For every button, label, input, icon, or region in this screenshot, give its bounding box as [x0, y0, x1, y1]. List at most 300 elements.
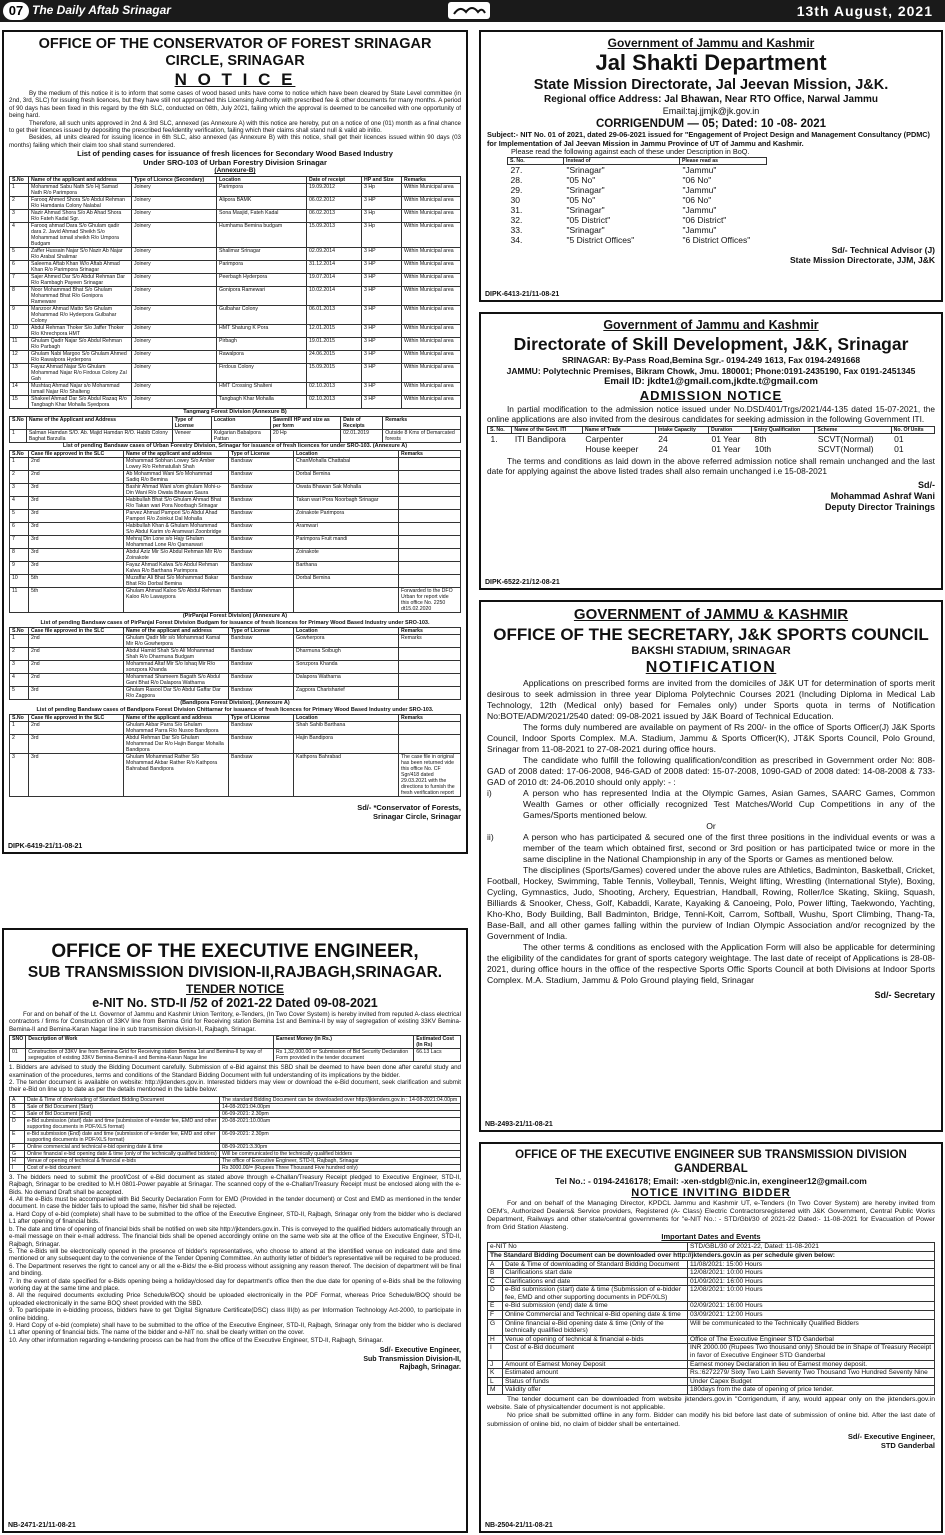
forest-t3-row: [10, 523, 461, 536]
forest-t3-row-cell: 3rd: [29, 523, 124, 536]
rajbagh-note-2: 2. The tender document is available on website: http://jktenders.gov.in. Interested bidders may view or download the e-Bid document, seek clarification and submit their e-Bid on line up to date as per the details mentioned in the table below:: [9, 1079, 461, 1094]
masthead-logo: [448, 2, 490, 19]
forest-t2-cell: Outside 8 Kms of Demarcated forests: [383, 430, 461, 443]
skill-col-header: No. Of Units: [891, 426, 934, 433]
forest-t1-row-cell: Joinery: [132, 184, 217, 197]
forest-t1-row-cell: Noor Mohammad Bhat S/o Ghulam Mohammad Bhat R/o Gonipora Rameware: [29, 287, 132, 306]
forest-t1-row-cell: 06.02.2012: [307, 197, 362, 210]
rajbagh-term: 9. Hard Copy of e-bid (complete) shall have to be submitted to the office of the Executive Engineer, STD-II, Rajbagh, Srinagar only from the bidder who is declared L1 after opening of financial bids. The name of the bidder and e-NIT no. shall be clearly written on the cover.: [9, 1321, 461, 1337]
rajbagh-work-cell: 66.13 Lacs: [414, 1049, 461, 1062]
forest-t1-row-cell: 3 HP: [362, 338, 402, 351]
forest-t1-row: [10, 306, 461, 325]
rajbagh-term: 6. The Department reserves the right to cancel any or all the e-Bids/ the e-Bid process without assigning any reason thereof. The decision of department will be final and binding.: [9, 1262, 461, 1278]
forest-t3-row-cell: 7: [10, 536, 29, 549]
forest-t1-row-cell: Joinery: [132, 197, 217, 210]
forest-t3-row-cell: 2: [10, 471, 29, 484]
ganderbal-row-cell: Status of funds: [503, 1377, 688, 1386]
forest-t3-row-cell: Bandsaw: [229, 458, 294, 471]
forest-t1-row-cell: Firdous Colony: [217, 364, 307, 383]
rajbagh-work-header: Earnest Money (in Rs.): [274, 1036, 414, 1049]
skill-row-cell: 01 Year: [711, 443, 741, 454]
forest-notice: [2, 30, 468, 854]
rajbagh-schedule-row: [10, 1096, 461, 1103]
forest-t-header: S.No: [10, 628, 29, 635]
forest-t3-row-cell: 2nd: [29, 458, 124, 471]
forest-table-4: [9, 627, 461, 700]
ganderbal-row: [488, 1319, 935, 1335]
sports-para-4: The disciplines (Sports/Games) covered under the above rules are Athletics, Badminton, Basketball, Cricket, Football, Hockey, Swimming, Table Tennis, Volleyball, Tennis, Weight lifting, Wrestling (International Style), Boxing, Cycling, Gymnastics, Judo, Shooting, Archery, Equestrian, Handball, Rowing, Roller/Ice Skating, Skiing, Squash, Billiards & Snooker, Chess, Golf, Kabaddi, Karate, Kayaking & Canoeing, Polo, Power lifting, Taekwondo, Yachting, Kho-Kho, Body Building, Ball Badminton, Bridge, Tenni-Koit, Carrom, Softball, Wushu, Sport Climbing, Thang-Ta, Base-Ball, and all other games falling within the purview of Indian Olympic Association and/or recognized by the Government of India.: [487, 865, 935, 941]
forest-t5-row: [10, 754, 461, 797]
jal-row: [508, 235, 767, 245]
jal-row-cell: 28.: [510, 174, 523, 185]
ganderbal-row: [488, 1269, 935, 1278]
rajbagh-schedule-row: [10, 1130, 461, 1143]
forest-t1-row-cell: 11: [10, 338, 29, 351]
ganderbal-row-cell: e-Bid submission (start) date & time (Submission of e-bidder fee, EMD and other supporting documents in PDF/XLS): [503, 1286, 688, 1302]
forest-t1-row-cell: Shakeel Ahmad Dar S/o Abdul Razaq R/o Tangbagh Khar Mohalla Syedpora: [29, 396, 132, 409]
ganderbal-row-cell: C: [488, 1277, 503, 1286]
jal-row: [508, 185, 767, 195]
ganderbal-row-cell: Rs.:6272279/ Sixty Two Lakh Seventy Two Thousand Two Hundred Seventy Nine: [688, 1369, 935, 1378]
ganderbal-row-cell: Will be communicated to the Technically Qualified Bidders: [688, 1319, 935, 1335]
forest-t2-cell: 20 Hp: [270, 430, 340, 443]
ganderbal-row-cell: J: [488, 1360, 503, 1369]
forest-t3-row-cell: Forwarded to the DFO Urban for report vide this office No. 2250 dt15.02.2020: [399, 588, 461, 613]
skill-jammu: JAMMU: Polytechnic Premises, Bikram Chowk, Jmu. 180001; Phone:0191-2435190, Fax 0191-2451345: [506, 365, 916, 376]
forest-t4-row-cell: Mohammad Altaf Mir S/o Ishaq Mir R/o sonzpora Khanda: [124, 661, 229, 674]
forest-t3-row-cell: Takan wari Pora Noorbagh Srinagar: [294, 497, 399, 510]
ganderbal-row-cell: A: [488, 1260, 503, 1269]
forest-t1-row-cell: Zaffer Hussain Najar S/o Nazir Ab Najar R/o Arabal Shalimar: [29, 248, 132, 261]
forest-t3-row-cell: Mehraj Din Lone s/o Hajy Ghulam Mohammad Lone R/o Qamarwari: [124, 536, 229, 549]
rajbagh-schedule-row: [10, 1157, 461, 1164]
skill-ref: DIPK-6522-21/12-08-21: [485, 579, 560, 586]
ganderbal-enit-label: e-NIT No: [488, 1243, 688, 1252]
rajbagh-schedule-row-cell: Online commercial and technical e-bid opening date & time: [25, 1143, 220, 1150]
forest-t1-row-cell: 3 HP: [362, 274, 402, 287]
rajbagh-enit: e-NIT No. STD-II /52 of 2021-22 Dated 09-08-2021: [92, 996, 378, 1010]
rajbagh-tender-notice: [2, 928, 468, 1533]
ganderbal-row-cell: INR 2000.00 (Rupees Two thousand only) Should be in Shape of Treasury Receipt in favor of Executive Engineer STD Ganderbal: [688, 1344, 935, 1360]
forest-t5-row-cell: [399, 722, 461, 735]
forest-t3-row-cell: 4: [10, 497, 29, 510]
forest-t4-row-cell: 1: [10, 635, 29, 648]
skill-row-cell: 8th: [754, 433, 767, 444]
forest-t3-row-cell: Bandsaw: [229, 549, 294, 562]
rajbagh-term: b. The date and time of opening of financial bids shall be notified on web site http://jktenders.gov.in. This is conveyed to the qualified bidders automatically through an e-mail message on their e-mail address. The financial bids shall be opened accordingly online on the same web site at the office of the Executive Engineer, STD-II, Rajbagh, Srinagar.: [9, 1225, 461, 1248]
jal-col-header: Instead of: [564, 157, 680, 164]
ganderbal-row-cell: H: [488, 1335, 503, 1344]
forest-t1-row-cell: Joinery: [132, 223, 217, 248]
skill-para-1: In partial modification to the admission notice issued under No.DSD/401/Trgs/2021/44-135 dated 15-07-2021, the online applications are also invited from the desirous candidates for seeking admission in the following Government ITI.: [487, 403, 935, 424]
forest-t2-header: Name of the Applicant and Address: [26, 417, 172, 430]
skill-row-cell: 1.: [490, 433, 498, 444]
forest-t1-row-cell: Joinery: [132, 274, 217, 287]
forest-t1-header: Remarks: [402, 177, 461, 184]
jal-gov: Government of Jammu and Kashmir: [607, 36, 815, 50]
ganderbal-row: [488, 1302, 935, 1311]
forest-t3-row-cell: Barthana: [294, 562, 399, 575]
rajbagh-schedule-row: [10, 1103, 461, 1110]
ganderbal-row-cell: e-Bid submission (end) date & time: [503, 1302, 688, 1311]
rajbagh-schedule-row-cell: Date & Time of downloading of Standard Bidding Document: [25, 1096, 220, 1103]
forest-t4-row-cell: 2nd: [29, 674, 124, 687]
jal-corrigendum: CORRIGENDUM — 05; Dated: 10 -08- 2021: [595, 118, 827, 130]
forest-t1-row-cell: 3 HP: [362, 287, 402, 306]
ganderbal-notice: [479, 1142, 943, 1533]
forest-t3-header: Type of License: [229, 451, 294, 458]
rajbagh-note-1: 1. Bidders are advised to study the Bidding Document carefully. Submission of e-Bid against this SBD shall be deemed to have been done after careful study and examination of the procedures, terms and conditions of the Standard Bidding Document with full understanding of its implications by the bidder.: [9, 1064, 461, 1079]
forest-t1-row-cell: Within Municipal area: [402, 261, 461, 274]
ganderbal-row-cell: 12/08/2021: 10:00 Hours: [688, 1269, 935, 1278]
forest-t3-row-cell: [399, 510, 461, 523]
forest-t1-row-cell: Within Municipal area: [402, 325, 461, 338]
forest-para-1: By the medium of this notice it is to inform that some cases of wood based units have come to notice which have been cleared by State Level committee (in 2nd, 3rd, SLC) for issuing fresh licences, but they have still not approached this Licensing Authority with prescribed fee & other documents for many months. A period of 90 days has been fixed in this regard by the 6th SLC, conducted on 08th, July 2021, failing which the approval is deemed to be cancelled with one opportunity of being hard.: [9, 90, 461, 120]
rajbagh-schedule-row-cell: B: [10, 1103, 25, 1110]
jal-row-cell: "Jammu": [682, 184, 717, 195]
forest-t2-header: Location: [211, 417, 270, 430]
forest-t4-row-cell: Bandsaw: [229, 661, 294, 674]
forest-t1-row-cell: 3 HP: [362, 197, 402, 210]
ganderbal-std-row: [488, 1251, 935, 1260]
forest-sub-1: Tangmarg Forest Division (Annexure B): [183, 409, 287, 416]
rajbagh-schedule-row-cell: A: [10, 1096, 25, 1103]
forest-t1-row-cell: 3: [10, 210, 29, 223]
skill-notice-heading: ADMISSION NOTICE: [639, 387, 783, 403]
ganderbal-row: [488, 1377, 935, 1386]
sports-notification: [479, 600, 943, 1132]
forest-t1-row-cell: 3 Hp: [362, 184, 402, 197]
forest-t3-row-cell: Bandsaw: [229, 484, 294, 497]
jal-directorate: State Mission Directorate, Jal Jeevan Mission, J&K.: [533, 77, 889, 93]
forest-t4-row-cell: Gowherpora: [294, 635, 399, 648]
forest-t3-row-cell: Bandsaw: [229, 497, 294, 510]
jal-read: Please read the following against each of these under Description in BoQ.: [511, 147, 750, 156]
forest-ref: DIPK-6419-21/11-08-21: [8, 843, 83, 850]
jal-signature-1: Sd/- Technical Advisor (J): [831, 244, 935, 255]
sports-item-i: [487, 788, 935, 821]
forest-t3-row-cell: 9: [10, 562, 29, 575]
skill-row: [488, 433, 935, 444]
forest-t3-row-cell: [399, 575, 461, 588]
forest-t1-row-cell: Joinery: [132, 396, 217, 409]
rajbagh-schedule-row-cell: I: [10, 1164, 25, 1171]
forest-t1-row-cell: Manzoor Ahmad Matto S/o Ghulam Mohammad R/o Hyderpora Gulbahar Colony: [29, 306, 132, 325]
forest-t1-row-cell: 14: [10, 383, 29, 396]
forest-t1-row-cell: 06.02.2013: [307, 210, 362, 223]
forest-t4-row-cell: Bandsaw: [229, 648, 294, 661]
forest-t4-row-cell: Dharmuna Soibugh: [294, 648, 399, 661]
forest-t5-row: [10, 722, 461, 735]
jal-row-cell: 30: [510, 194, 520, 205]
page-number: 07: [3, 2, 29, 20]
sports-item-i-marker: i): [487, 788, 492, 798]
forest-t3-header: Case file approved in the SLC: [29, 451, 124, 458]
forest-t1-row-cell: HMT Shatung K Pora: [217, 325, 307, 338]
skill-col-header: Intake Capacity: [655, 426, 708, 433]
ganderbal-row-cell: Validity offer: [503, 1386, 688, 1395]
skill-row-cell: 01: [894, 443, 904, 454]
rajbagh-work-cell: Rs 1,32,000.00 or Submission of Bid Security Declaration Form provided in the tender document: [274, 1049, 414, 1062]
jal-shakti-notice: [479, 30, 943, 302]
rajbagh-schedule-row-cell: H: [10, 1157, 25, 1164]
jal-row-cell: 29.: [510, 184, 523, 195]
forest-t2-cell: 1: [10, 430, 27, 443]
forest-t1-row-cell: Sona Masjid, Fateh Kadal: [217, 210, 307, 223]
ganderbal-schedule-table: [487, 1242, 935, 1395]
jal-row-cell: "05 No": [566, 174, 596, 185]
ganderbal-row-cell: F: [488, 1311, 503, 1320]
forest-list-title: List of pending cases for issuance of fresh licences for Secondary Wood Based Industry: [77, 149, 393, 159]
forest-t4-row-cell: 5: [10, 687, 29, 700]
skill-iti-table: [487, 426, 935, 454]
sports-item-i-text: A person who has represented India at the Olympic Games, Asian Games, SAARC Games, Common Wealth Games or other officially recognized Test Matches/World Cup Competitions in any of the Games/Sports mentioned below.: [523, 788, 935, 820]
forest-t1-row-cell: 6: [10, 261, 29, 274]
forest-t3-row-cell: Parvez Ahmad Pampori S/o Abdul Ahad Pampori R/o Zoinkut Dal Mohalla: [124, 510, 229, 523]
forest-t1-row: [10, 287, 461, 306]
ganderbal-row-cell: Clarifications start date: [503, 1269, 688, 1278]
forest-t1-row-cell: Within Municipal area: [402, 351, 461, 364]
forest-t3-row-cell: Owata Bhawan Sak Mohalla: [294, 484, 399, 497]
forest-t-header: Type of License: [229, 628, 294, 635]
rajbagh-schedule-row-cell: The standard Bidding Document can be downloaded over http://jktenders.gov.in : 14-08-2021:04.00pm: [220, 1096, 461, 1103]
rajbagh-work-header: Estimated Cost (In Rs): [414, 1036, 461, 1049]
sports-item-ii-text: A person who has participated & secured one of the first three positions in the individual events or was a member of the team which obtained first, second or 3rd position or has participated twice or more in the same discipline in the National Championship in any of the Sports or Games as mentioned below.: [523, 832, 935, 864]
jal-row: [508, 225, 767, 235]
forest-t5-row: [10, 735, 461, 754]
rajbagh-signature-2: Sub Transmission Division-II,: [363, 1355, 461, 1363]
forest-t4-row-cell: Dalapora Watharna: [294, 674, 399, 687]
newspaper-header: [0, 0, 945, 22]
ganderbal-para-2: The tender document can be downloaded from website jktenders.gov.in "Corrigendum, if any, would appear only on the jktenders.gov.in website. Sale of physicaltender document is not applicable.: [487, 1396, 935, 1412]
rajbagh-schedule-table: [9, 1096, 461, 1172]
ganderbal-row-cell: Earnest money Declaration in lieu of Earnest money deposit.: [688, 1360, 935, 1369]
forest-t4-row: [10, 648, 461, 661]
forest-t-header: Name of the applicant and address: [124, 715, 229, 722]
ganderbal-row-cell: B: [488, 1269, 503, 1278]
forest-t1-row-cell: 3 HP: [362, 383, 402, 396]
rajbagh-term: 8. All the required documents excluding Price Schedule/BOQ should be uploaded electronically in the PDF Format, whereas Price Schedule/BOQ should be uploaded electronically in the same BOQ sheet provided with the SBD.: [9, 1292, 461, 1307]
ganderbal-signature-1: Sd/- Executive Engineer,: [847, 1431, 935, 1441]
rajbagh-schedule-row-cell: Venue of opening of technical & financial e-bids: [25, 1157, 220, 1164]
ganderbal-row-cell: Online financial e-Bid opening date & time (Only of the technically qualified bidders): [503, 1319, 688, 1335]
jal-row-cell: 34.: [510, 234, 523, 245]
forest-t-header: Remarks: [399, 715, 461, 722]
forest-t4-row: [10, 674, 461, 687]
forest-t1-row-cell: Alipora BAMK: [217, 197, 307, 210]
rajbagh-schedule-row-cell: 06-09-2021: 2.30pm: [220, 1110, 461, 1117]
ganderbal-row-cell: 03/09/2021: 12:00 Hours: [688, 1311, 935, 1320]
forest-t3-row-cell: Zoinakote Parimpora: [294, 510, 399, 523]
forest-t4-row-cell: Ghulam Qadir Mir s/o Mohammad Kamal Mir R/o Gowherpora: [124, 635, 229, 648]
rajbagh-schedule-row-cell: e-Bid submission (start) date and time (submission of e-tender fee, EMD and other supporting documents in PDF/XLS format): [25, 1117, 220, 1130]
forest-t1-row-cell: Within Municipal area: [402, 184, 461, 197]
jal-row: [508, 205, 767, 215]
jal-row-cell: 31.: [510, 204, 523, 215]
forest-t1-row-cell: 5: [10, 248, 29, 261]
forest-t1-row-cell: 3 HP: [362, 248, 402, 261]
forest-t1-row-cell: Parimpora: [217, 184, 307, 197]
forest-t1-row-cell: Mushtaq Ahmad Najar s/o Mohammad Ismail Najar R/o Shalteng: [29, 383, 132, 396]
sports-ref: NB-2493-21/11-08-21: [485, 1121, 553, 1128]
forest-t1-row-cell: Pirbagh: [217, 338, 307, 351]
forest-t3-header: Location: [294, 451, 399, 458]
forest-t3-row-cell: Bandsaw: [229, 471, 294, 484]
forest-t2-header: Type of License: [172, 417, 211, 430]
forest-t2-header: Sawmill HP and size as per form: [270, 417, 340, 430]
forest-t3-row: [10, 471, 461, 484]
skill-title: Directorate of Skill Development, J&K, Srinagar: [513, 334, 909, 354]
jal-col-header: S. No.: [508, 157, 564, 164]
rajbagh-term: 5. The e-Bids will be electronically opened in the presence of bidder's representatives, who choose to attend at the identified venue on indicated date and time mentioned or any subsequent day to the convenience of the Tender Opening Committee. An authority letter of bidder's representative will be required to be produced.: [9, 1247, 461, 1263]
skill-col-header: Scheme: [815, 426, 891, 433]
forest-table-3: [9, 450, 461, 613]
forest-t3-row: [10, 549, 461, 562]
forest-t1-row-cell: 06.01.2013: [307, 306, 362, 325]
ganderbal-row-cell: Clarifications end date: [503, 1277, 688, 1286]
forest-t1-row-cell: Abdul Rehman Thoker S/o Jaffer Thoker R/o Khrechpora HMT: [29, 325, 132, 338]
issue-date: 13th August, 2021: [796, 3, 933, 19]
forest-t1-row-cell: 1: [10, 184, 29, 197]
forest-t3-row-cell: 5th: [29, 588, 124, 613]
rajbagh-work-header: Description of Work: [26, 1036, 274, 1049]
forest-t3-row-cell: [294, 588, 399, 613]
forest-t4-row-cell: Zagpora Charisharief: [294, 687, 399, 700]
skill-row-cell: 01: [894, 433, 904, 444]
forest-t4-row-cell: 2: [10, 648, 29, 661]
ganderbal-row-cell: I: [488, 1344, 503, 1360]
forest-t5-row-cell: Bandsaw: [229, 754, 294, 797]
skill-row-cell: [488, 444, 512, 454]
rajbagh-work-cell: Construction of 33KV line from Bemina Grid for Receiving station Bemina 1st and Bemina-II by way of segregation of existing 33KV Bemina-Bemina-II and Bemina-Karan Nagar line: [26, 1049, 274, 1062]
skill-signature-2: Deputy Director Trainings: [824, 501, 935, 512]
jal-row-cell: "Srinagar": [566, 224, 605, 235]
forest-t3-row-cell: 10: [10, 575, 29, 588]
ganderbal-title: OFFICE OF THE EXECUTIVE ENGINEER SUB TRANSMISSION DIVISION GANDERBAL: [515, 1149, 907, 1175]
forest-annex-b: (Annexure-B): [214, 167, 256, 175]
forest-t1-row-cell: Joinery: [132, 338, 217, 351]
forest-t1-row-cell: Mohammad Sabu Nath S/o Hj Samad Nath R/o Parimpora: [29, 184, 132, 197]
forest-t2-cell: Kulgarian Babalpora Pattan: [211, 430, 270, 443]
forest-t4-row: [10, 635, 461, 648]
ganderbal-row-cell: K: [488, 1369, 503, 1378]
forest-t1-header: Location: [217, 177, 307, 184]
rajbagh-schedule-row-cell: D: [10, 1117, 25, 1130]
forest-t3-row: [10, 562, 461, 575]
rajbagh-para-1: For and on behalf of the Lt. Governor of Jammu and Kashmir Union Territory, e-Tenders, (In Two Cover System) is hereby invited from reputed A-class electrical contractors / firms for Construction of 33KV line from Bemina Grid for Receiving station Bemina 1st and Bemina-II by way of segregation of existing 33KV Bemina-Bemina-II and Bemina-Karan Nagar line in sub transmission division-II, Rajbagh, Srinagar.: [9, 1011, 461, 1033]
forest-t3-row-cell: Habibullah Khan & Ghulam Mohammad S/o Abdul Karim r/o Aramwari Zoonbridge: [124, 523, 229, 536]
forest-t1-row-cell: Gulbahar Colony: [217, 306, 307, 325]
jal-row-cell: "Srinagar": [566, 204, 605, 215]
forest-t4-row: [10, 661, 461, 674]
forest-t5-row-cell: Shah Sahib Barthana: [294, 722, 399, 735]
jal-row: [508, 175, 767, 185]
forest-t1-header: Date of receipt: [307, 177, 362, 184]
ganderbal-row-cell: L: [488, 1377, 503, 1386]
forest-t1-row-cell: 3 Hp: [362, 223, 402, 248]
forest-t3-row-cell: Bandsaw: [229, 588, 294, 613]
ganderbal-para-1: For and on behalf of the Managing Director, KPDCL Jammu and Kashmir UT, e-Tenders (In Two Cover System) are hereby invited from OEM's, Authorized Dealers& Service providers, Registered (A- Class) Electric Contractorsregistered with J&K Government, Central Public Works Department, Railways and other state/central governments for "e-NIT No.: - STD/Gbl/30 of 2021-22 Dated:- 11-08-2021 for Evacuation of Power from Grid Station Alasteng.: [487, 1199, 935, 1232]
rajbagh-schedule-row-cell: The office of Executive Engineer, STD-II, Rajbagh, Srinagar: [220, 1157, 461, 1164]
forest-t4-row-cell: Sonzpora Khanda: [294, 661, 399, 674]
forest-t3-row: [10, 575, 461, 588]
rajbagh-term: 9. To participate in e-bidding process, bidders have to get 'Digital Signature Certificate(DSC) class III(b) as per Information Technology Act-2000, to participate in online bidding.: [9, 1307, 461, 1322]
forest-para-3: Besides, all units cleared for issuing licence in 6th SLC, also annexed (as Annexure B) with this notice, shall get their licences issued within 90 days (03 months) failing which their claim too shall stand surrendered.: [9, 134, 461, 149]
jal-row-cell: "Jammu": [682, 164, 717, 175]
rajbagh-schedule-row-cell: 08-09-2021:3.30pm: [220, 1143, 461, 1150]
forest-notice-heading: N O T I C E: [174, 70, 296, 89]
sports-para-5: The other terms & conditions as enclosed with the Application Form will also be applicable for determining the eligibility of the candidates for grant of sports category weightage. The last date of receipt of Applications is 28-08-2021, during office hours in the office of the respective Sports Offic Sports Council at both Divisions at Indoor Sports Complex. M.A. Stadium, Jammu & Polo Ground playing field, Srinagar: [487, 942, 935, 985]
ganderbal-row: [488, 1369, 935, 1378]
forest-t1-row-cell: 7: [10, 274, 29, 287]
jal-row-cell: "Srinagar": [566, 164, 605, 175]
forest-t3-row-cell: [399, 549, 461, 562]
skill-row-cell: SCVT(Normal): [817, 443, 874, 454]
jal-dept: Jal Shakti Department: [595, 50, 827, 75]
forest-t3-row: [10, 510, 461, 523]
ganderbal-std-text: The Standard Bidding Document can be downloaded over http://jktenders.gov.in as per schedule given below:: [488, 1251, 935, 1260]
forest-t3-row-cell: 3rd: [29, 536, 124, 549]
forest-sub-4: List of pending Bandsaw cases of PirPanjal Forest Division Budgam for issuance of fresh licences for Primary Wood Based Industry under SRO-103.: [40, 620, 430, 627]
forest-t1-row-cell: Within Municipal area: [402, 197, 461, 210]
forest-table-1: [9, 176, 461, 409]
forest-sub-5: (Bandipora Forest Division), (Annexure A): [180, 700, 290, 707]
forest-t3-row: [10, 588, 461, 613]
rajbagh-schedule-row-cell: F: [10, 1143, 25, 1150]
forest-t-header: Case file approved in the SLC: [29, 628, 124, 635]
forest-t1-row: [10, 197, 461, 210]
forest-sub-3: (PirPanjal Forest Division) (Annexure A): [182, 613, 288, 620]
forest-t3-row-cell: Bashir Ahmad Wani s/om ghulam Mohi-u-Din Wani R/o Owata Bhawan Saura: [124, 484, 229, 497]
forest-t1-row-cell: 4: [10, 223, 29, 248]
ganderbal-ref: NB-2504-21/11-08-21: [485, 1522, 553, 1529]
ganderbal-important-dates: Important Dates and Events: [661, 1232, 761, 1242]
rajbagh-ref: NB-2471-21/11-08-21: [8, 1522, 76, 1529]
skill-col-header: Name of the Govt. ITI: [512, 426, 583, 433]
jal-subject: Subject:- NIT No. 01 of 2021, dated 29-06-2021 issued for "Engagement of Project Design and Management Consultancy (PDMC) for Implementation of Jal Jeevan Mission in Jammu Province of UT of Jammu and Kashmir.: [487, 130, 930, 148]
rajbagh-schedule-row-cell: G: [10, 1150, 25, 1157]
sports-or: Or: [706, 821, 716, 831]
forest-t4-row-cell: Ghulam Rasool Dar S/o Abdul Gaffar Dar R/o Zagpora: [124, 687, 229, 700]
forest-t3-row-cell: 3: [10, 484, 29, 497]
sports-para-3: The candidate who fulfill the following qualification/condition as prescribed in Government order No: 808-GAD of 2008 dated: 17-06-2008, 946-GAD of 2008 dated: 15-07-2008, 1090-GAD of 2008 dated: 14-08-2008 & 733-GAD of 2010 dt: 24-06.2010 should only apply: - :: [487, 755, 935, 787]
forest-t3-row-cell: Aramwari: [294, 523, 399, 536]
forest-t2-header: S.No: [10, 417, 27, 430]
forest-t2-cell: 02.01.2019: [341, 430, 383, 443]
forest-t1-row-cell: 02.10.2013: [307, 383, 362, 396]
skill-row-cell: Carpenter: [585, 433, 624, 444]
forest-t1-row-cell: 15: [10, 396, 29, 409]
jal-row-cell: "05 District": [566, 214, 611, 225]
forest-t5-row-cell: Ghulam Akbar Parra S/o Ghulam Mohammad Parra R/o Nusoo Bandipora: [124, 722, 229, 735]
forest-t5-row-cell: Ghulam Mohammad Rather S/o Mohammad Akbar Rather R/o Kathpora Bahrabad Bandipora: [124, 754, 229, 797]
rajbagh-term: 3. The bidders need to submit the proof/Cost of e-Bid document as stated above through e-Challan/Treasury Receipt pledged to Executive Engineer, STD-II, Rajbagh, Srinagar to be credited to M.H 0801-Power payable at Srinagar. The scanned copy of the e-Challan/Treasury Receipt must be enclosed along with the e-Bids. No demand Draft shall be accepted.: [9, 1173, 461, 1196]
forest-t1-row: [10, 338, 461, 351]
forest-t1-row-cell: Ghulam Nabi Margoo S/o Ghulam Ahmed R/o Rawalpora Hyderpora: [29, 351, 132, 364]
forest-t3-row: [10, 484, 461, 497]
skill-col-header: Name of Trade: [582, 426, 655, 433]
ganderbal-row: [488, 1260, 935, 1269]
forest-sub-6: List of pending Bandsaw cases of Bandipora Forest Division Chittarnar for issuance of fresh licences for Primary Wood Based Industry under SRO-103.: [36, 707, 434, 714]
skill-signature-1: Mohammad Ashraf Wani: [830, 490, 935, 501]
ganderbal-contact: Tel No.: - 0194-2416178; Email: -xen-stdgbl@nic.in, exengineer12@gmail.com: [555, 1176, 867, 1186]
skill-row-cell: SCVT(Normal): [817, 433, 874, 444]
rajbagh-schedule-row-cell: E: [10, 1130, 25, 1143]
forest-t3-row-cell: [399, 471, 461, 484]
forest-list-subtitle: Under SRO-103 of Urban Forestry Division Srinagar: [143, 158, 327, 168]
forest-t1-row-cell: 3 HP: [362, 351, 402, 364]
rajbagh-term: 10. Any other information regarding e-tendering process can be had from the office of the Executive Engineer, STD-II, Rajbagh, Srinagar.: [9, 1336, 384, 1344]
